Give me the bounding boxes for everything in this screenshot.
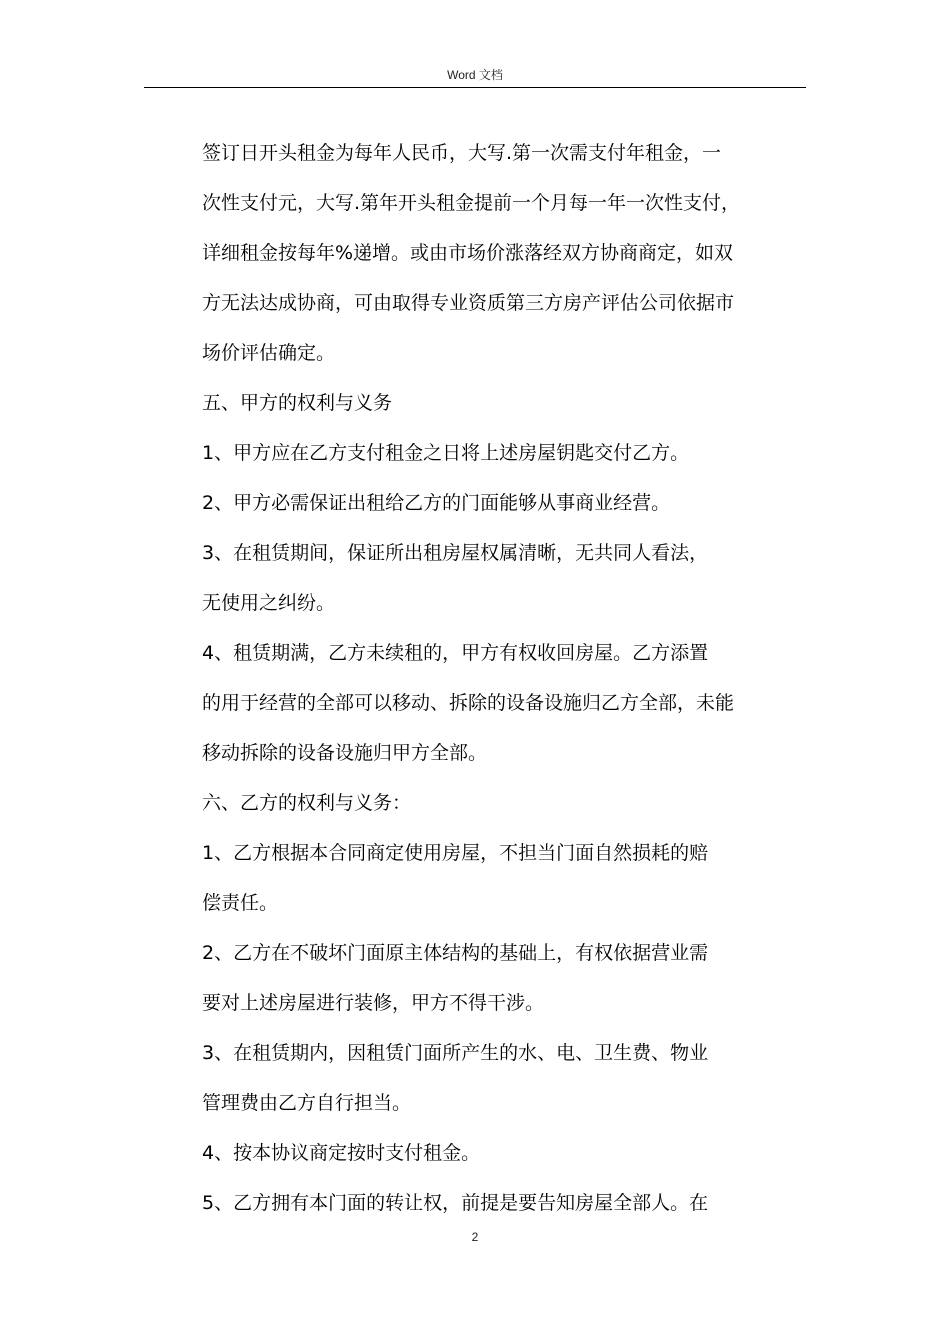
text-line: 4、租赁期满，乙方未续租的，甲方有权收回房屋。乙方添置 xyxy=(202,642,709,664)
clause-b-3 xyxy=(178,1028,802,1128)
text-line: 的用于经营的全部可以移动、拆除的设备设施归乙方全部，未能 xyxy=(202,692,735,714)
text-line: 签订日开头租金为每年人民币，大写.第一次需支付年租金，一 xyxy=(202,142,722,164)
page-header: Word 文档 xyxy=(447,68,503,82)
clause-a-1 xyxy=(178,428,802,478)
text-line: 方无法达成协商，可由取得专业资质第三方房产评估公司依据市 xyxy=(202,292,735,314)
header-divider xyxy=(144,87,806,88)
clause-b-2 xyxy=(178,928,802,1028)
clause-a-2 xyxy=(178,478,802,528)
text-line: 六、乙方的权利与义务： xyxy=(202,792,412,814)
text-line: 管理费由乙方自行担当。 xyxy=(202,1092,412,1114)
text-line: 3、在租赁期间，保证所出租房屋权属清晰，无共同人看法， xyxy=(202,542,709,564)
page-number: 2 xyxy=(471,1230,479,1244)
clause-b-4 xyxy=(178,1128,802,1178)
text-line: 4、按本协议商定按时支付租金。 xyxy=(202,1142,481,1164)
clause-a-3 xyxy=(178,528,802,628)
text-line: 3、在租赁期内，因租赁门面所产生的水、电、卫生费、物业 xyxy=(202,1042,709,1064)
text-line: 2、甲方必需保证出租给乙方的门面能够从事商业经营。 xyxy=(202,492,671,514)
text-line: 次性支付元，大写.第年开头租金提前一个月每一年一次性支付， xyxy=(202,192,741,214)
text-line: 1、乙方根据本合同商定使用房屋，不担当门面自然损耗的赔 xyxy=(202,842,709,864)
section-heading-party-b xyxy=(178,778,802,828)
text-line: 移动拆除的设备设施归甲方全部。 xyxy=(202,742,488,764)
section-heading-party-a xyxy=(178,378,802,428)
clause-b-5 xyxy=(178,1178,802,1228)
clause-b-1 xyxy=(178,828,802,928)
text-line: 场价评估确定。 xyxy=(202,342,336,364)
text-line: 2、乙方在不破坏门面原主体结构的基础上，有权依据营业需 xyxy=(202,942,709,964)
text-line: 1、甲方应在乙方支付租金之日将上述房屋钥匙交付乙方。 xyxy=(202,442,690,464)
text-line: 要对上述房屋进行装修，甲方不得干涉。 xyxy=(202,992,545,1014)
document-body xyxy=(178,128,802,1228)
text-line: 无使用之纠纷。 xyxy=(202,592,336,614)
clause-a-4 xyxy=(178,628,802,778)
paragraph-rent-terms xyxy=(178,128,802,378)
text-line: 偿责任。 xyxy=(202,892,279,914)
text-line: 5、乙方拥有本门面的转让权，前提是要告知房屋全部人。在 xyxy=(202,1192,709,1214)
text-line: 五、甲方的权利与义务 xyxy=(202,392,393,414)
text-line: 详细租金按每年%递增。或由市场价涨落经双方协商商定，如双 xyxy=(202,242,734,264)
